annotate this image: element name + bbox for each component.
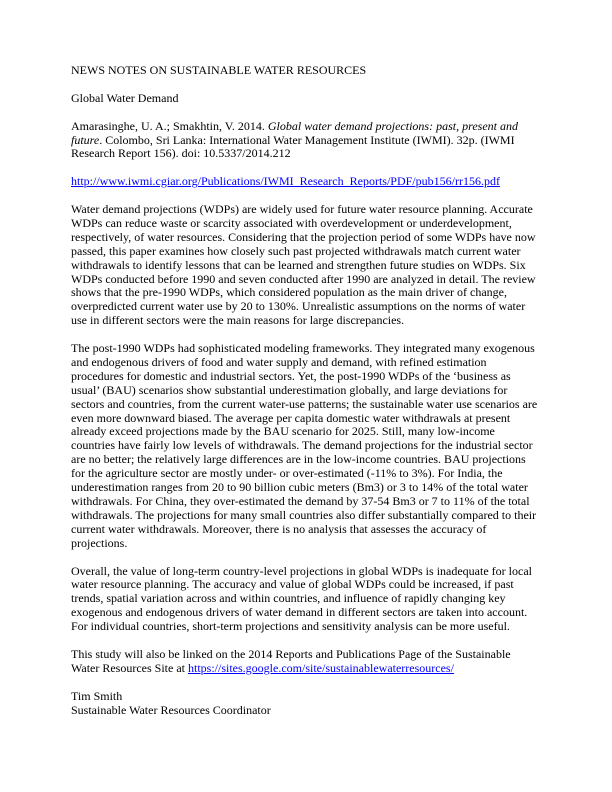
report-pdf-link[interactable]: http://www.iwmi.cgiar.org/Publications/IWMI_Research_Reports/PDF/pub156/rr156.pdf bbox=[71, 174, 500, 189]
linked-note-text: This study will also be linked on the 2014 Reports and Publications Page of the Sustainable Water Resources Site at bbox=[71, 646, 511, 675]
abstract-paragraph-1: Water demand projections (WDPs) are widely used for future water resource planning. Accurate WDPs can reduce waste or scarcity associated with overdevelopment or underdevelopment, respectively, of water resources. Considering that the projection period of some WDPs have now passed, this paper examines how closely such past projected withdrawals match current water withdrawals to identify lessons that can be learned and strengthen future studies on WDPs. Six WDPs conducted before 1990 and seven conducted after 1990 are analyzed in detail. The review shows that the pre-1990 WDPs, which considered population as the main driver of change, overpredicted current water use by 20 to 130%. Unrealistic assumptions on the norms of water use in different sectors were the main reasons for large discrepancies. bbox=[71, 202, 536, 328]
citation-publication-info: . Colombo, Sri Lanka: International Water Management Institute (IWMI). 32p. (IWMI Research Report 156). doi: 10.5337/2014.212 bbox=[71, 132, 515, 161]
document-page bbox=[71, 64, 541, 731]
sustainable-water-resources-site-link[interactable]: https://sites.google.com/site/sustainablewaterresources/ bbox=[188, 660, 454, 675]
signature-block bbox=[71, 690, 541, 718]
signature-name: Tim Smith bbox=[71, 688, 123, 703]
abstract-paragraph-2: The post-1990 WDPs had sophisticated modeling frameworks. They integrated many exogenous and endogenous drivers of food and water supply and demand, with refined estimation procedures for domestic and industrial sectors. Yet, the post-1990 WDPs of the ‘business as usual’ (BAU) scenarios show substantial underestimation globally, and large deviations for sectors and countries, from the current water-use patterns; the sustainable water use scenarios are even more downward biased. The average per capita domestic water withdrawals at present already exceed projections made by the BAU scenario for 2025. Still, many low-income countries have fairly low levels of withdrawals. The demand projections for the industrial sector are no better; the relatively large differences are in the low-income countries. BAU projections for the agriculture sector are mostly under- or over-estimated (-11% to 3%). For India, the underestimation ranges from 20 to 90 billion cubic meters (Bm3) or 3 to 14% of the total water withdrawals. For China, they over-estimated the demand by 37-54 Bm3 or 7 to 11% of the total withdrawals. The projections for many small countries also differ substantially compared to their current water withdrawals. Moreover, there is no analysis that assesses the accuracy of projections. bbox=[71, 341, 538, 550]
signature-role: Sustainable Water Resources Coordinator bbox=[71, 702, 271, 717]
abstract-paragraph-3: Overall, the value of long-term country-level projections in global WDPs is inadequate for local water resource planning. The accuracy and value of global WDPs could be increased, if past trends, spatial variation across and within countries, and influence of rapidly changing key exogenous and endogenous drivers of water demand in different sectors are taken into account. For individual countries, short-term projections and sensitivity analysis can be more useful. bbox=[71, 563, 532, 634]
document-title: NEWS NOTES ON SUSTAINABLE WATER RESOURCES bbox=[71, 63, 367, 77]
report-link-line bbox=[71, 175, 541, 189]
citation bbox=[71, 120, 541, 162]
linked-note bbox=[71, 648, 541, 676]
citation-authors: Amarasinghe, U. A.; Smakhtin, V. 2014. bbox=[71, 118, 268, 133]
citation-report-title: Global water demand projections: past, present and future bbox=[71, 118, 518, 147]
section-heading: Global Water Demand bbox=[71, 90, 179, 105]
